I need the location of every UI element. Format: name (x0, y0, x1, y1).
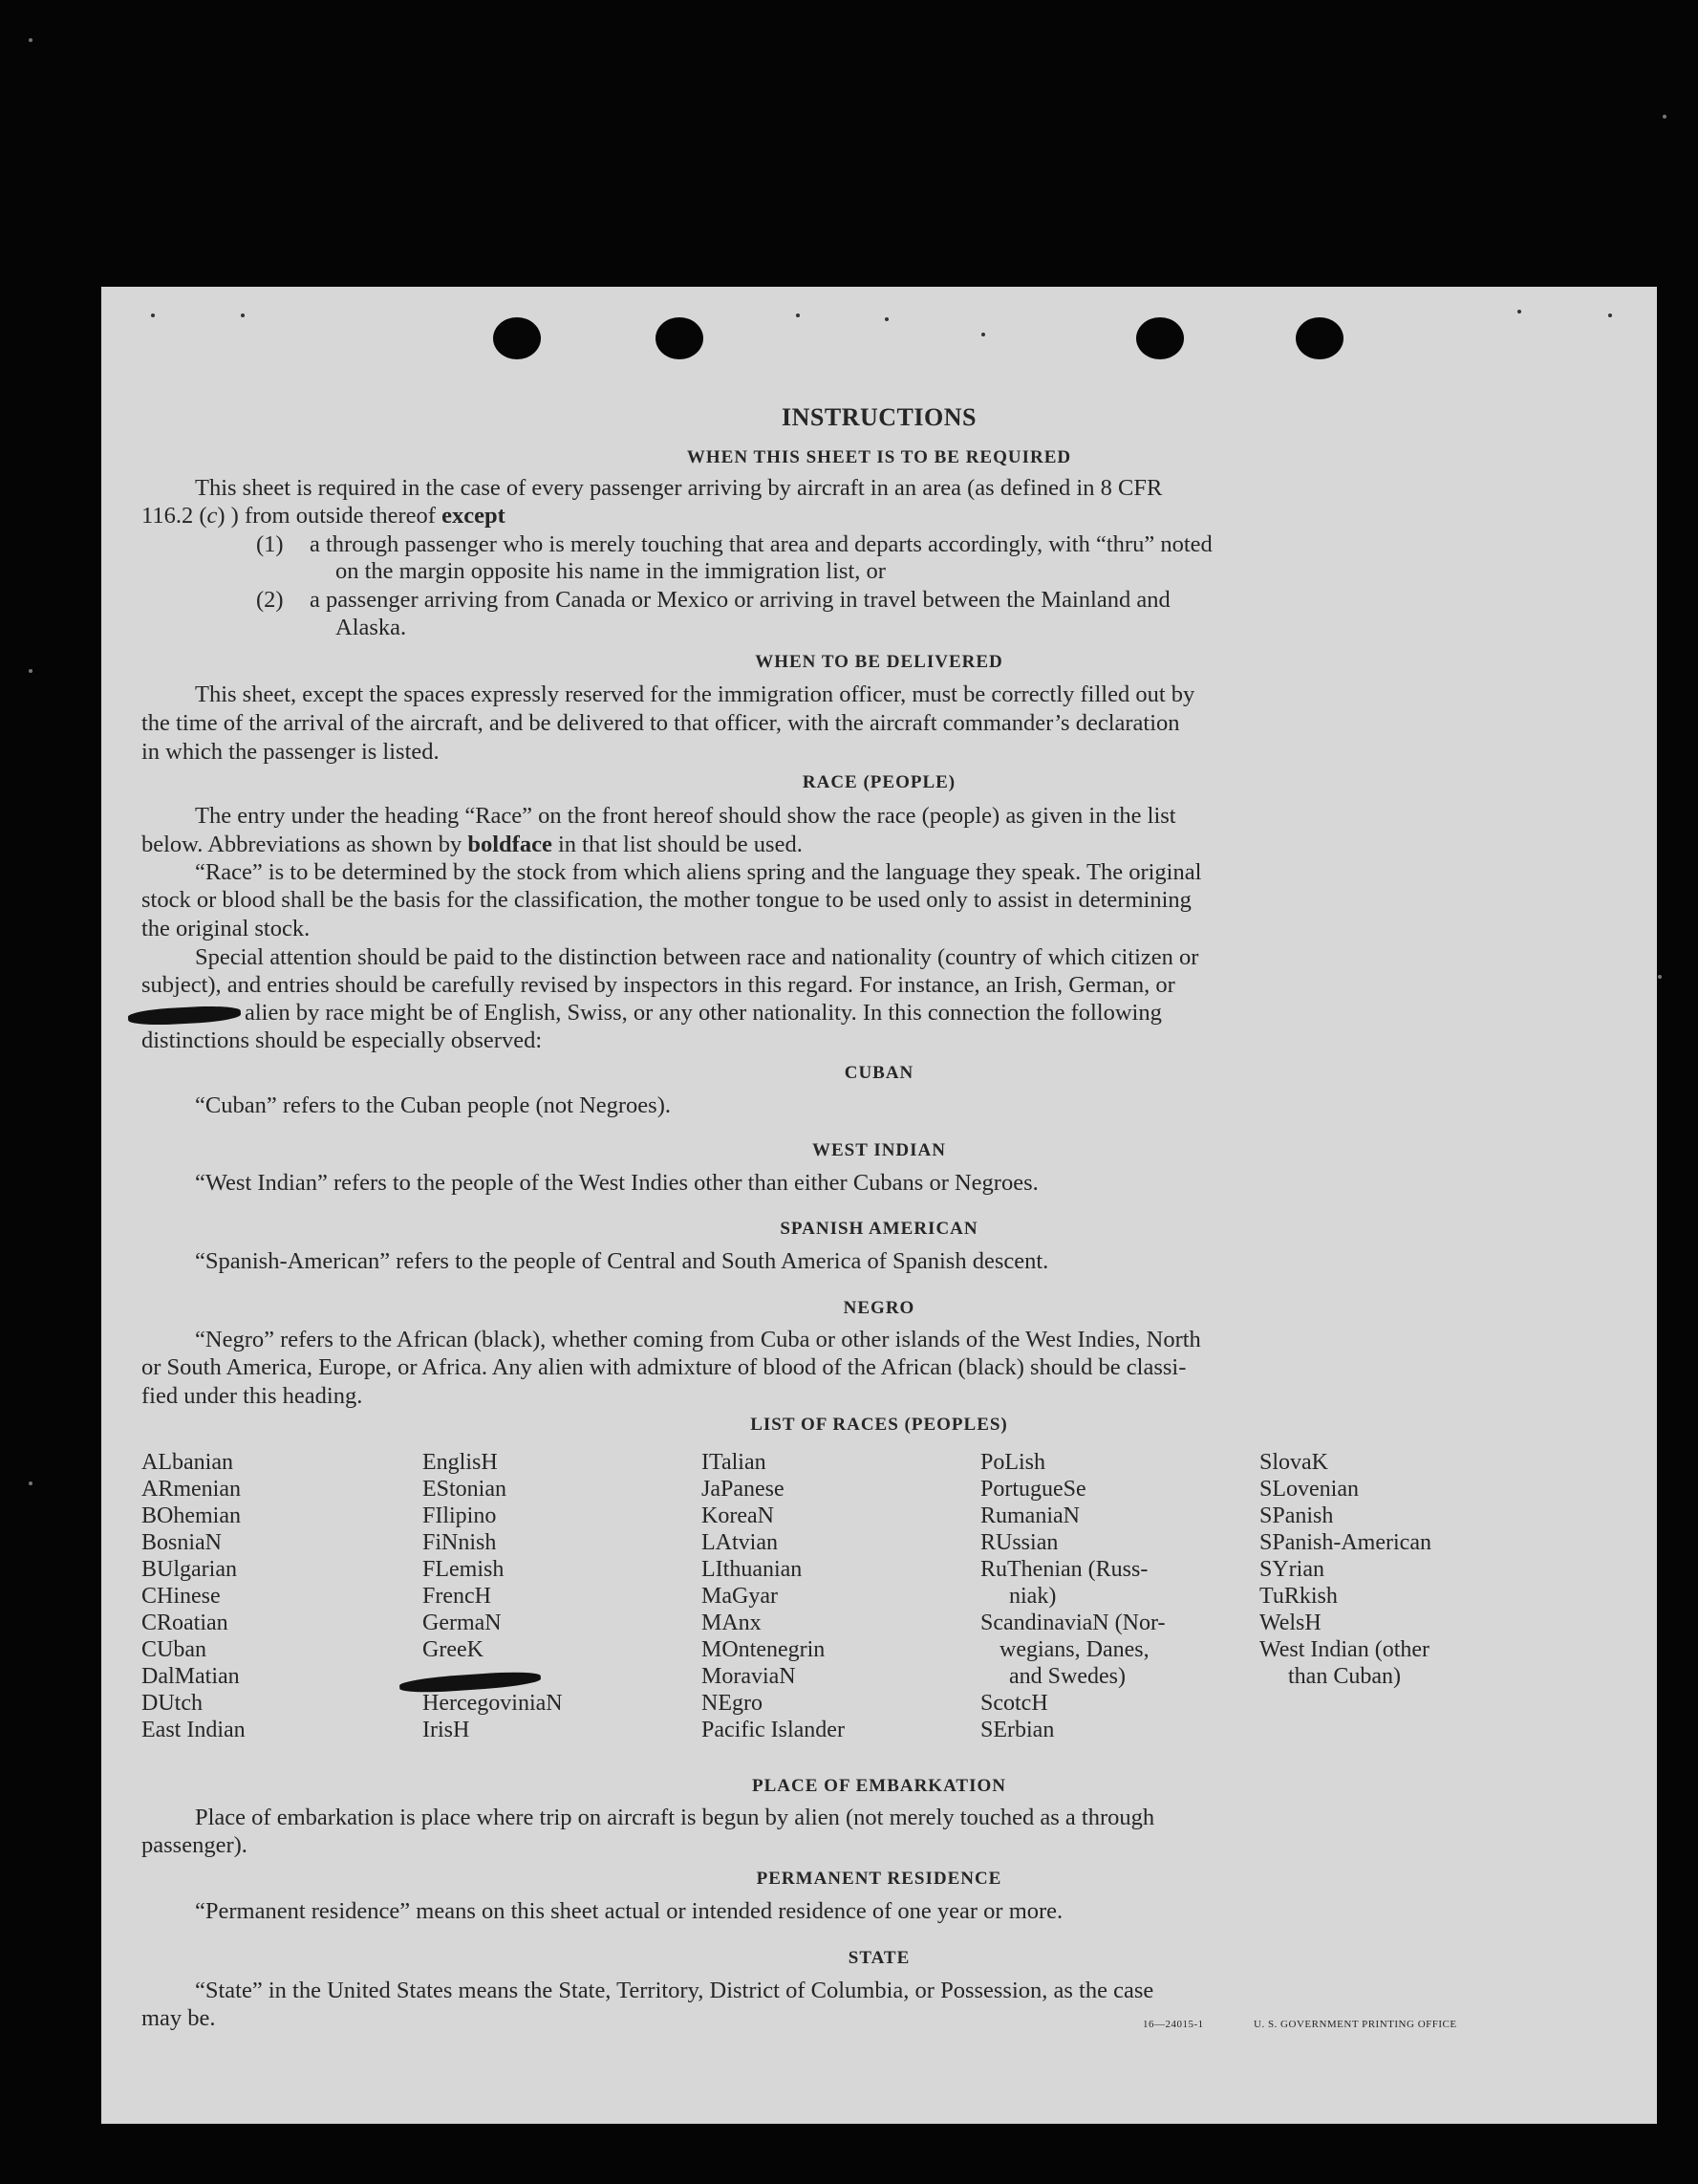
speck (29, 38, 32, 42)
redaction-mark (128, 1005, 242, 1027)
race-list-col3 (701, 1449, 845, 1743)
race-item: SErbian (980, 1718, 1055, 1742)
race-item: MaGyar (701, 1584, 778, 1609)
text-line: passenger). (141, 1832, 247, 1858)
race-item: SlovaK (1259, 1450, 1328, 1475)
speck (885, 317, 889, 321)
item-number: (1) (256, 531, 284, 557)
race-item: BOhemian (141, 1503, 241, 1528)
heading-spanish-american: SPANISH AMERICAN (780, 1219, 978, 1239)
race-item: KoreaN (701, 1503, 774, 1528)
text-line: Alaska. (335, 615, 407, 640)
race-list-col1 (141, 1449, 246, 1743)
race-item: CRoatian (141, 1611, 228, 1635)
race-list-col2 (422, 1449, 563, 1743)
heading-cuban: CUBAN (844, 1063, 914, 1083)
race-item: ALbanian (141, 1450, 233, 1475)
race-item: CUban (141, 1637, 206, 1662)
speck (29, 1481, 32, 1485)
race-item: than Cuban) (1288, 1664, 1401, 1689)
race-item: DalMatian (141, 1664, 240, 1689)
text-line: This sheet, except the spaces expressly reserved for the immigration officer, must be correctly filled out by (195, 681, 1195, 707)
text-line: The entry under the heading “Race” on the front hereof should show the race (people) as given in the list (195, 803, 1176, 829)
race-item: West Indian (other (1259, 1637, 1430, 1662)
document-title: INSTRUCTIONS (782, 403, 977, 431)
race-item: ScandinaviaN (Nor- (980, 1611, 1166, 1635)
race-item: SLovenian (1259, 1477, 1359, 1502)
race-item: PortugueSe (980, 1477, 1086, 1502)
speck (1608, 314, 1612, 317)
race-item: SYrian (1259, 1557, 1324, 1582)
race-item: CHinese (141, 1584, 221, 1609)
text-line: below. Abbreviations as shown by boldface in that list should be used. (141, 832, 803, 857)
race-item: HercegoviniaN (422, 1691, 563, 1716)
speck (151, 314, 155, 317)
race-item: wegians, Danes, (999, 1637, 1150, 1662)
punch-hole (656, 317, 703, 359)
text-line: distinctions should be especially observed: (141, 1027, 543, 1053)
race-item: LIthuanian (701, 1557, 803, 1582)
punch-hole (493, 317, 541, 359)
race-item: MAnx (701, 1611, 762, 1635)
race-item: IrisH (422, 1718, 470, 1742)
printer-imprint: U. S. GOVERNMENT PRINTING OFFICE (1254, 2019, 1457, 2030)
race-item: BUlgarian (141, 1557, 237, 1582)
text-line: subject), and entries should be carefully revised by inspectors in this regard. For instance, an Irish, German, or (141, 972, 1175, 998)
punch-hole (1296, 317, 1343, 359)
text-line: “Race” is to be determined by the stock from which aliens spring and the language they speak. The original (195, 859, 1202, 885)
race-item: TuRkish (1259, 1584, 1338, 1609)
text-line: “Spanish-American” refers to the people of Central and South America of Spanish descent. (195, 1248, 1049, 1274)
text-line: the time of the arrival of the aircraft, and be delivered to that officer, with the aircraft commander’s declaration (141, 710, 1180, 736)
heading-permanent-residence: PERMANENT RESIDENCE (756, 1869, 1002, 1889)
race-item: RumaniaN (980, 1503, 1080, 1528)
text-line: stock or blood shall be the basis for the classification, the mother tongue to be used only to assist in determining (141, 887, 1192, 913)
heading-negro: NEGRO (843, 1298, 915, 1318)
race-item: BosniaN (141, 1530, 222, 1555)
race-item: niak) (1009, 1584, 1057, 1609)
text-line: 116.2 (c) ) from outside thereof except (141, 503, 505, 529)
text-line: on the margin opposite his name in the immigration list, or (335, 558, 886, 584)
text-line: Place of embarkation is place where trip on aircraft is begun by alien (not merely touched as a through (195, 1805, 1155, 1830)
speck (981, 333, 985, 336)
document-sheet (101, 287, 1657, 2124)
race-item: NEgro (701, 1691, 763, 1716)
text-line: “State” in the United States means the State, Territory, District of Columbia, or Possession, as the case (195, 1978, 1154, 2003)
text-line: a passenger arriving from Canada or Mexico or arriving in travel between the Mainland and (310, 587, 1171, 613)
race-item: and Swedes) (1009, 1664, 1126, 1689)
text-line: a through passenger who is merely touching that area and departs accordingly, with “thru” noted (310, 531, 1213, 557)
race-item: ITalian (701, 1450, 766, 1475)
heading-place-of-embarkation: PLACE OF EMBARKATION (752, 1776, 1006, 1796)
race-item: FLemish (422, 1557, 505, 1582)
race-item: ARmenian (141, 1477, 241, 1502)
race-item: GermaN (422, 1611, 502, 1635)
heading-list-of-races: LIST OF RACES (PEOPLES) (750, 1415, 1008, 1435)
text-line: or South America, Europe, or Africa. Any alien with admixture of blood of the African (black) should be classi- (141, 1354, 1187, 1380)
form-number: 16—24015-1 (1143, 2019, 1204, 2030)
text-line: “West Indian” refers to the people of the West Indies other than either Cubans or Negroes. (195, 1170, 1039, 1196)
race-item: EStonian (422, 1477, 506, 1502)
race-item: MoraviaN (701, 1664, 796, 1689)
heading-west-indian: WEST INDIAN (812, 1140, 946, 1160)
heading-when-delivered: WHEN TO BE DELIVERED (755, 652, 1003, 672)
race-item: FiNnish (422, 1530, 497, 1555)
speck (1663, 115, 1666, 119)
race-item: RuThenian (Russ- (980, 1557, 1149, 1582)
speck (1658, 975, 1662, 979)
race-item: FIlipino (422, 1503, 497, 1528)
speck (241, 314, 245, 317)
text-line: the original stock. (141, 916, 311, 941)
heading-race: RACE (PEOPLE) (802, 772, 956, 792)
race-item: RUssian (980, 1530, 1059, 1555)
heading-when-required: WHEN THIS SHEET IS TO BE REQUIRED (686, 447, 1072, 467)
text-line: “Negro” refers to the African (black), whether coming from Cuba or other islands of the West Indies, North (195, 1327, 1201, 1352)
race-list-col4 (980, 1449, 1165, 1743)
race-item: DUtch (141, 1691, 203, 1716)
text-line: Special attention should be paid to the distinction between race and nationality (country of which citizen or (195, 944, 1199, 970)
item-number: (2) (256, 587, 284, 613)
race-item: WelsH (1259, 1611, 1322, 1635)
text-line: fied under this heading. (141, 1383, 363, 1409)
punch-hole (1136, 317, 1184, 359)
race-item: MOntenegrin (701, 1637, 826, 1662)
text-line: in which the passenger is listed. (141, 739, 440, 765)
race-item: JaPanese (701, 1477, 785, 1502)
race-item: EnglisH (422, 1450, 498, 1475)
speck (796, 314, 800, 317)
race-item: Pacific Islander (701, 1718, 845, 1742)
text-line: This sheet is required in the case of every passenger arriving by aircraft in an area (as defined in 8 CFR (195, 475, 1163, 501)
text-line: “Cuban” refers to the Cuban people (not Negroes). (195, 1092, 671, 1118)
heading-state: STATE (848, 1948, 911, 1968)
text-line: alien by race might be of English, Swiss, or any other nationality. In this connection the following (245, 1000, 1162, 1026)
race-item: SPanish-American (1259, 1530, 1431, 1555)
race-item: East Indian (141, 1718, 246, 1742)
race-item: SPanish (1259, 1503, 1334, 1528)
race-item: FrencH (422, 1584, 491, 1609)
race-item: GreeK (422, 1637, 484, 1662)
text-line: may be. (141, 2005, 216, 2031)
race-item: ScotcH (980, 1691, 1048, 1716)
race-item: PoLish (980, 1450, 1046, 1475)
race-item: LAtvian (701, 1530, 778, 1555)
speck (29, 669, 32, 673)
speck (1517, 310, 1521, 314)
race-list-col5 (1259, 1449, 1431, 1690)
text-line: “Permanent residence” means on this sheet actual or intended residence of one year or more. (195, 1898, 1064, 1924)
